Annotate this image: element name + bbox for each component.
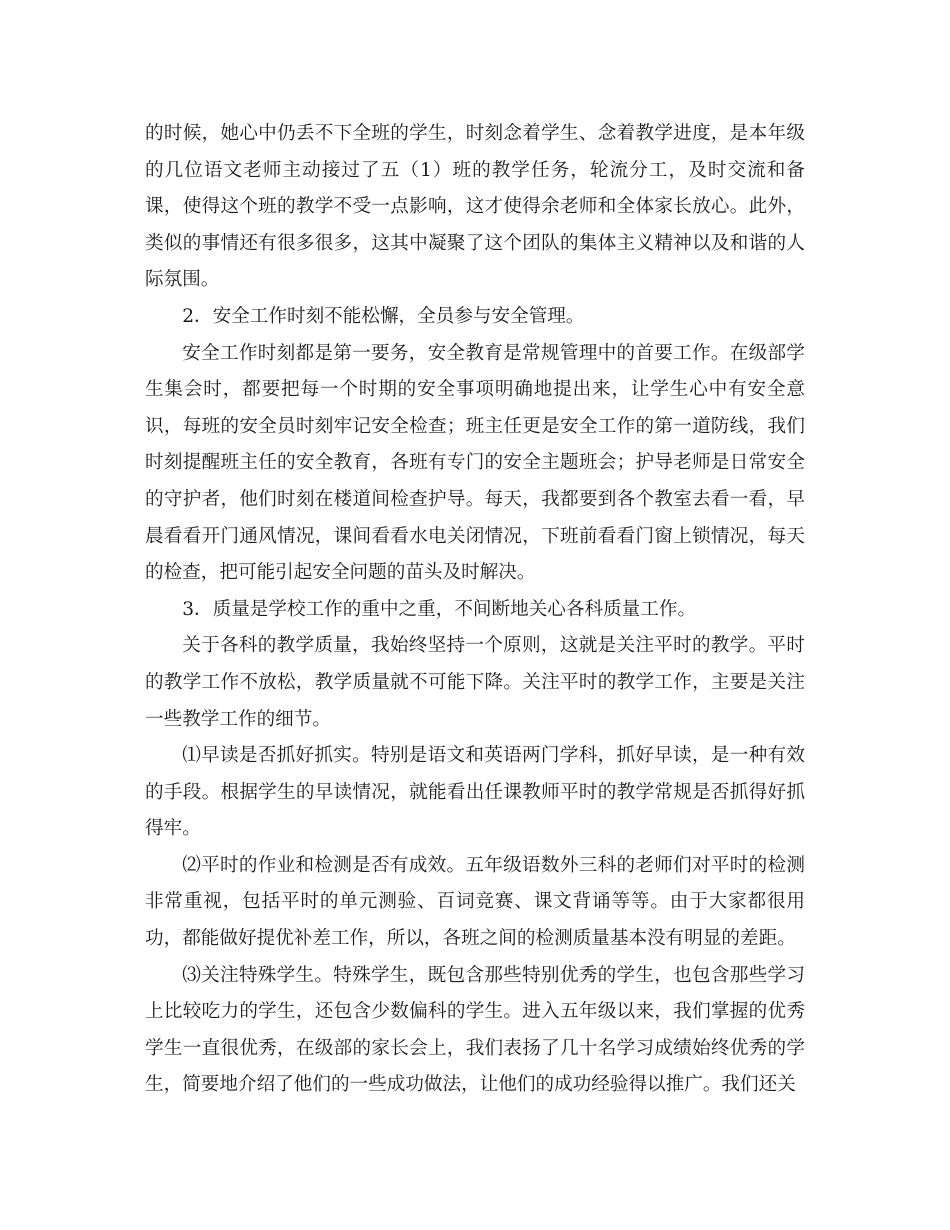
list-item-homework-testing: ⑵平时的作业和检测是否有成效。五年级语数外三科的老师们对平时的检测非常重视，包括平时的单元测验、百词竞赛、课文背诵等等。由于大家都很用功，都能做好提优补差工作，所以，各班之间的检测质量基本没有明显的差距。: [145, 854, 805, 950]
list-item-special-students: ⑶关注特殊学生。特殊学生，既包含那些特别优秀的学生，也包含那些学习上比较吃力的学生，还包含少数偏科的学生。进入五年级以来，我们掌握的优秀学生一直很优秀，在级部的家长会上，我们表扬了几十名学习成绩始终优秀的学生，简要地介绍了他们的一些成功做法，让他们的成功经验得以推广。我们还关: [145, 964, 805, 1096]
list-item-morning-reading: ⑴早读是否抓好抓实。特别是语文和英语两门学科，抓好早读，是一种有效的手段。根据学生的早读情况，就能看出任课教师平时的教学常规是否抓得好抓得牢。: [145, 745, 805, 840]
paragraph-continuation: 的时候，她心中仍丢不下全班的学生，时刻念着学生、念着教学进度，是本年级的几位语文老师主动接过了五（1）班的教学任务，轮流分工，及时交流和备课，使得这个班的教学不受一点影响，这才使得余老师和全体家长放心。此外，类似的事情还有很多很多，这其中凝聚了这个团队的集体主义精神以及和谐的人际氛围。: [145, 123, 805, 291]
section-heading-safety: 2．安全工作时刻不能松懈，全员参与安全管理。: [182, 305, 585, 327]
section-heading-quality: 3．质量是学校工作的重中之重，不间断地关心各科质量工作。: [182, 598, 697, 620]
document-body: [145, 116, 805, 1104]
paragraph-safety: 安全工作时刻都是第一要务，安全教育是常规管理中的首要工作。在级部学生集会时，都要把每一个时期的安全事项明确地提出来，让学生心中有安全意识，每班的安全员时刻牢记安全检查；班主任更是安全工作的第一道防线，我们时刻提醒班主任的安全教育，各班有专门的安全主题班会；护导老师是日常安全的守护者，他们时刻在楼道间检查护导。每天，我都要到各个教室去看一看，早晨看看开门通风情况，课间看看水电关闭情况，下班前看看门窗上锁情况，每天的检查，把可能引起安全问题的苗头及时解决。: [145, 342, 805, 584]
paragraph-quality: 关于各科的教学质量，我始终坚持一个原则，这就是关注平时的教学。平时的教学工作不放松，教学质量就不可能下降。关注平时的教学工作，主要是关注一些教学工作的细节。: [145, 635, 805, 730]
